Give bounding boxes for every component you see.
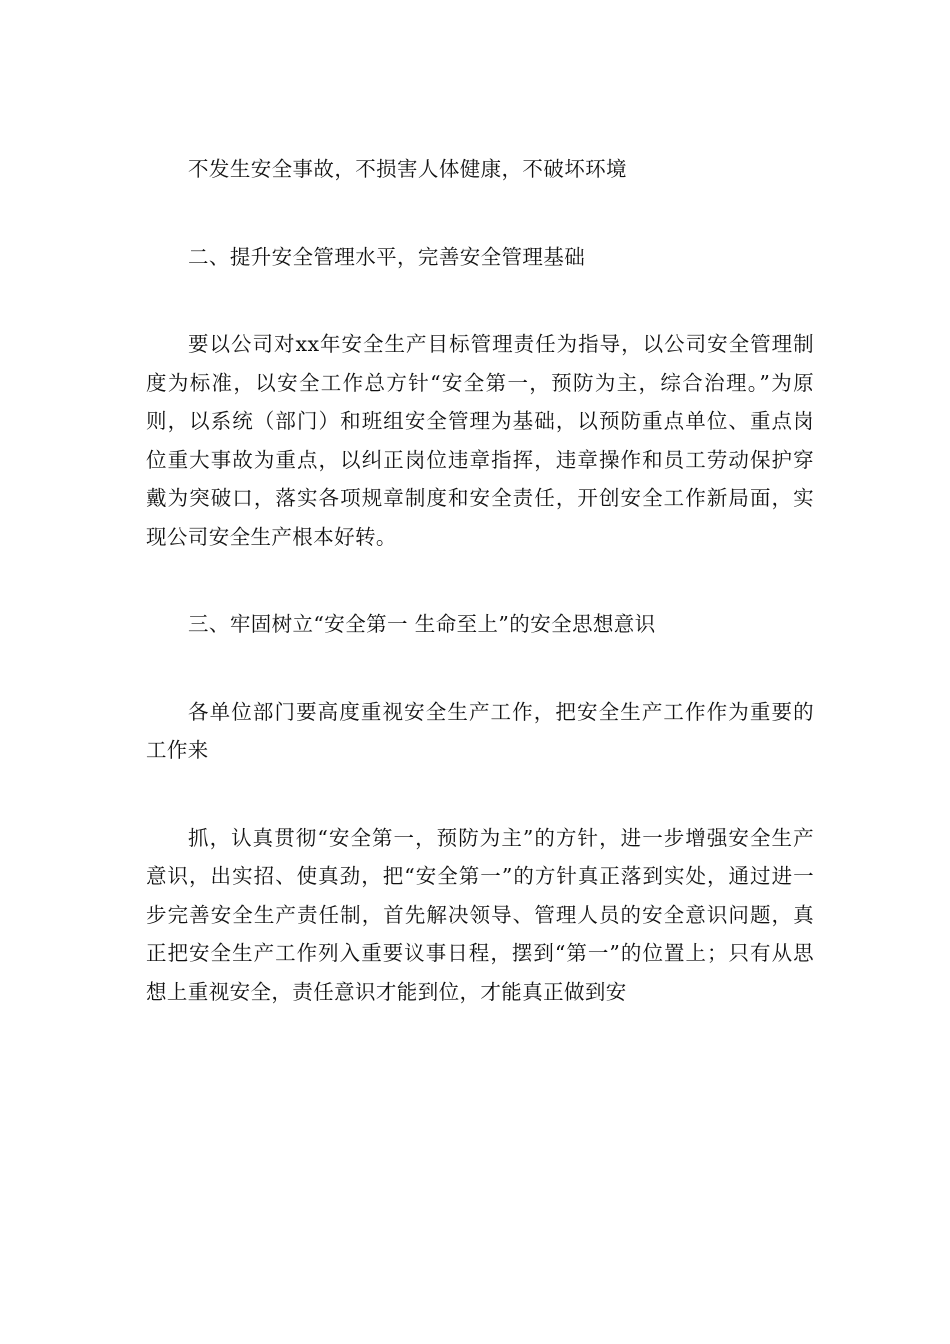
- paragraph-implementation: 抓，认真贯彻“安全第一，预防为主”的方针，进一步增强安全生产意识，出实招、使真劲，把“安全第一”的方针真正落到实处，通过进一步完善安全生产责任制，首先解决领导、管理人员的安全意识问题，真正把安全生产工作列入重要议事日程，摆到“第一”的位置上；只有从思想上重视安全，责任意识才能到位，才能真正做到安: [146, 825, 814, 1004]
- paragraph-spacer: [146, 189, 814, 238]
- section-heading-2: 二、提升安全管理水平，完善安全管理基础: [188, 244, 586, 269]
- section-heading-3: 三、牢固树立“安全第一 生命至上”的安全思想意识: [188, 612, 656, 636]
- paragraph-management: 要以公司对xx年安全生产目标管理责任为指导，以公司安全管理制度为标准，以安全工作总方针“安全第一，预防为主，综合治理。”为原则，以系统（部门）和班组安全管理为基础，以预防重点单位、重点岗位重大事故为重点，以纠正岗位违章指挥，违章操作和员工劳动保护穿戴为突破口，落实各项规章制度和安全责任，开创安全工作新局面，实现公司安全生产根本好转。: [146, 332, 814, 549]
- paragraph-importance: 各单位部门要高度重视安全生产工作，把安全生产工作作为重要的工作来: [146, 699, 814, 762]
- paragraph-spacer: [146, 644, 814, 693]
- paragraph-spacer: [146, 556, 814, 605]
- paragraph-spacer: [146, 276, 814, 325]
- paragraph-spacer: [146, 770, 814, 819]
- document-body: [146, 150, 814, 1011]
- paragraph-goal: 不发生安全事故，不损害人体健康，不破坏环境: [188, 157, 627, 181]
